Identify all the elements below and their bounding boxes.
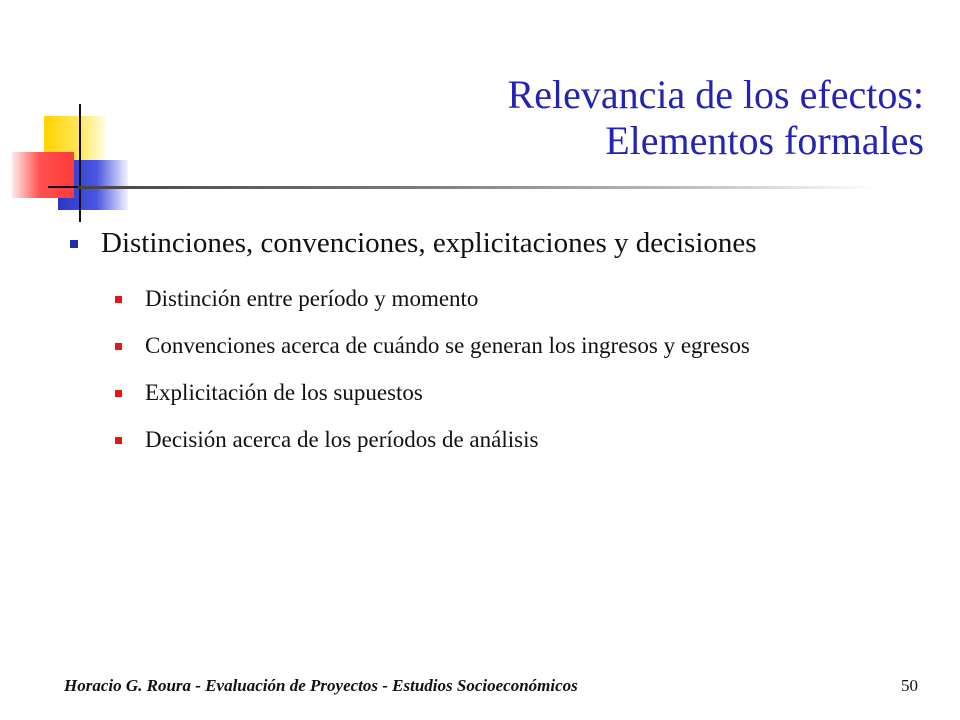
square-bullet-icon bbox=[70, 240, 78, 248]
slide-title bbox=[508, 72, 924, 164]
sub-bullet-item bbox=[64, 284, 904, 314]
title-line-2: Elementos formales bbox=[605, 118, 924, 163]
main-bullet-text: Distinciones, convenciones, explicitaciones y decisiones bbox=[101, 227, 757, 259]
logo-horizontal-line bbox=[48, 186, 78, 188]
main-bullet-item bbox=[64, 224, 904, 262]
page-number: 50 bbox=[901, 676, 918, 695]
square-bullet-icon bbox=[115, 343, 122, 350]
sub-bullet-text: Explicitación de los supuestos bbox=[145, 380, 423, 405]
square-bullet-icon bbox=[115, 296, 122, 303]
square-bullet-icon bbox=[115, 437, 122, 444]
sub-bullet-item bbox=[64, 331, 904, 361]
footer-credit: Horacio G. Roura - Evaluación de Proyectos - Estudios Socioeconómicos bbox=[64, 676, 578, 695]
logo-red-square bbox=[12, 152, 74, 198]
sub-bullet-list bbox=[64, 284, 904, 455]
square-bullet-icon bbox=[115, 390, 122, 397]
logo-vertical-line bbox=[79, 104, 81, 222]
slide-content bbox=[64, 224, 904, 472]
sub-bullet-item bbox=[64, 378, 904, 408]
title-line-1: Relevancia de los efectos: bbox=[507, 72, 924, 117]
sub-bullet-item bbox=[64, 425, 904, 455]
sub-bullet-text: Decisión acerca de los períodos de análisis bbox=[145, 427, 539, 452]
decorative-logo bbox=[0, 0, 140, 230]
title-underline bbox=[78, 186, 878, 189]
sub-bullet-text: Convenciones acerca de cuándo se generan los ingresos y egresos bbox=[145, 333, 750, 358]
sub-bullet-text: Distinción entre período y momento bbox=[145, 286, 479, 311]
